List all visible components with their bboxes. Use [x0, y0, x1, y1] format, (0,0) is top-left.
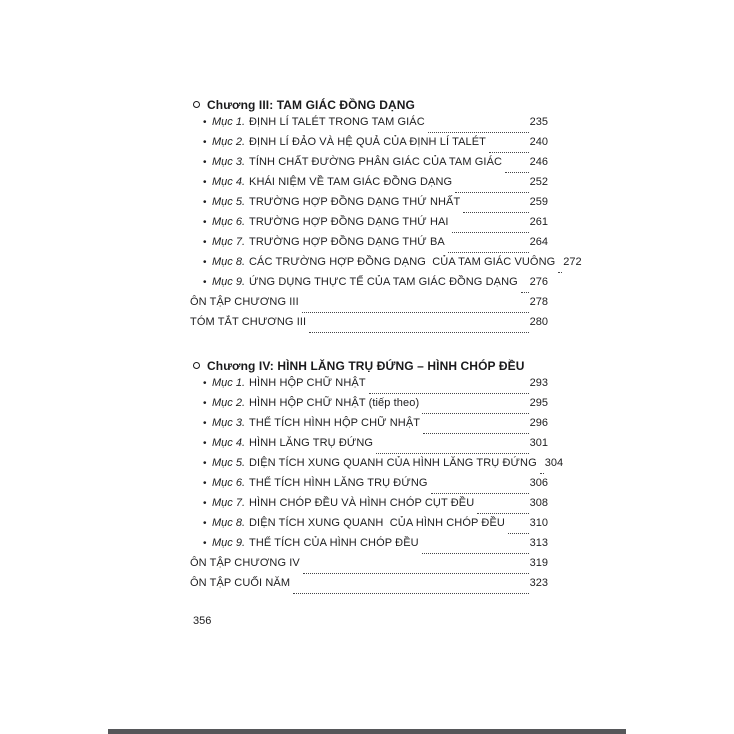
- entry-title: TÍNH CHẤT ĐƯỜNG PHÂN GIÁC CỦA TAM GIÁC: [249, 156, 503, 168]
- entry-title: ÔN TẬP CUỐI NĂM: [190, 577, 291, 589]
- toc-entry-row: [190, 397, 548, 417]
- dot-leader: [489, 136, 529, 153]
- dot-leader: [452, 216, 529, 233]
- toc-entry-row: [190, 497, 548, 517]
- toc-entry-row: [190, 256, 582, 276]
- entry-prefix: Mục 2.: [212, 397, 246, 409]
- entry-page-number: 259: [529, 196, 548, 208]
- dot-bullet-icon: •: [203, 418, 207, 429]
- dot-leader: [376, 437, 529, 454]
- dot-leader: [505, 156, 529, 173]
- toc-entry-row: [190, 537, 548, 557]
- entry-page-number: 272: [563, 256, 582, 268]
- circle-bullet-icon: [193, 362, 200, 369]
- dot-bullet-icon: •: [203, 177, 207, 188]
- entry-title: THỂ TÍCH HÌNH HỘP CHỮ NHẬT: [249, 417, 421, 429]
- entry-title: ĐỊNH LÍ TALÉT TRONG TAM GIÁC: [249, 116, 425, 128]
- toc-entry-row: [190, 276, 548, 296]
- entry-page-number: 240: [529, 136, 548, 148]
- toc-entry-row: [190, 176, 548, 196]
- dot-leader: [540, 457, 544, 474]
- entry-title: HÌNH HỘP CHỮ NHẬT (tiếp theo): [249, 397, 420, 409]
- toc-entry-row: [190, 116, 548, 136]
- toc-entry-row: [190, 517, 548, 537]
- toc-entry-row: [190, 216, 548, 236]
- dot-bullet-icon: •: [203, 538, 207, 549]
- dot-leader: [521, 276, 529, 293]
- entry-page-number: 235: [529, 116, 548, 128]
- entry-page-number: 295: [529, 397, 548, 409]
- entry-title: HÌNH HỘP CHỮ NHẬT: [249, 377, 366, 389]
- chapter-3-heading: [190, 96, 548, 113]
- entry-prefix: Mục 8.: [212, 517, 246, 529]
- entry-prefix: Mục 5.: [212, 196, 246, 208]
- entry-page-number: 319: [529, 557, 548, 569]
- entry-title: CÁC TRƯỜNG HỢP ĐỒNG DẠNG CỦA TAM GIÁC VUÔNG: [249, 256, 556, 268]
- entry-page-number: 301: [529, 437, 548, 449]
- toc-entry-row: [190, 417, 548, 437]
- entry-page-number: 306: [529, 477, 548, 489]
- dot-leader: [309, 316, 528, 333]
- chapter-4-heading: [190, 357, 548, 374]
- entry-title: TRƯỜNG HỢP ĐỒNG DẠNG THỨ HAI: [249, 216, 449, 228]
- dot-bullet-icon: •: [203, 197, 207, 208]
- dot-bullet-icon: •: [203, 117, 207, 128]
- dot-leader: [463, 196, 528, 213]
- dot-bullet-icon: •: [203, 518, 207, 529]
- dot-leader: [423, 417, 529, 434]
- dot-bullet-icon: •: [203, 498, 207, 509]
- entry-prefix: Mục 1.: [212, 377, 246, 389]
- toc-entry-row: [190, 236, 548, 256]
- dot-bullet-icon: •: [203, 478, 207, 489]
- toc-entry-row: [190, 296, 548, 316]
- toc-entry-row: [190, 156, 548, 176]
- dot-bullet-icon: •: [203, 398, 207, 409]
- entry-title: ÔN TẬP CHƯƠNG IV: [190, 557, 300, 569]
- entry-title: HÌNH LĂNG TRỤ ĐỨNG: [249, 437, 374, 449]
- chapter-3-entries: [190, 116, 582, 336]
- dot-leader: [477, 497, 528, 514]
- page-folio: 356: [193, 615, 212, 627]
- entry-prefix: Mục 9.: [212, 276, 246, 288]
- dot-leader: [303, 557, 529, 574]
- entry-page-number: 313: [529, 537, 548, 549]
- entry-page-number: 276: [529, 276, 548, 288]
- toc-entry-row: [190, 457, 564, 477]
- entry-page-number: 246: [529, 156, 548, 168]
- toc-entry-row: [190, 136, 548, 156]
- entry-page-number: 296: [529, 417, 548, 429]
- entry-prefix: Mục 4.: [212, 437, 246, 449]
- entry-prefix: Mục 4.: [212, 176, 246, 188]
- dot-bullet-icon: •: [203, 137, 207, 148]
- dot-leader: [431, 477, 529, 494]
- entry-title: TRƯỜNG HỢP ĐỒNG DẠNG THỨ BA: [249, 236, 445, 248]
- entry-prefix: Mục 1.: [212, 116, 246, 128]
- dot-leader: [508, 517, 529, 534]
- entry-prefix: Mục 8.: [212, 256, 246, 268]
- entry-page-number: 264: [529, 236, 548, 248]
- dot-leader: [448, 236, 529, 253]
- entry-page-number: 310: [529, 517, 548, 529]
- dot-bullet-icon: •: [203, 157, 207, 168]
- entry-title: ĐỊNH LÍ ĐẢO VÀ HỆ QUẢ CỦA ĐỊNH LÍ TALÉT: [249, 136, 487, 148]
- circle-bullet-icon: [193, 101, 200, 108]
- chapter-section-3: [190, 96, 582, 336]
- toc-entry-row: [190, 477, 548, 497]
- dot-bullet-icon: •: [203, 237, 207, 248]
- chapter-4-heading-label: Chương IV: HÌNH LĂNG TRỤ ĐỨNG – HÌNH CHÓP ĐỀU: [207, 358, 525, 373]
- entry-page-number: 278: [529, 296, 548, 308]
- chapter-4-entries: [190, 377, 564, 597]
- chapter-section-4: [190, 357, 564, 597]
- entry-prefix: Mục 7.: [212, 497, 246, 509]
- dot-bullet-icon: •: [203, 458, 207, 469]
- dot-bullet-icon: •: [203, 277, 207, 288]
- entry-prefix: Mục 3.: [212, 417, 246, 429]
- entry-prefix: Mục 6.: [212, 216, 246, 228]
- toc-entry-row: [190, 557, 548, 577]
- dot-leader: [422, 397, 528, 414]
- toc-entry-row: [190, 196, 548, 216]
- entry-prefix: Mục 6.: [212, 477, 246, 489]
- dot-leader: [455, 176, 528, 193]
- entry-prefix: Mục 7.: [212, 236, 246, 248]
- entry-title: TRƯỜNG HỢP ĐỒNG DẠNG THỨ NHẤT: [249, 196, 461, 208]
- chapter-3-heading-label: Chương III: TAM GIÁC ĐỒNG DẠNG: [207, 97, 415, 112]
- entry-title: THỂ TÍCH CỦA HÌNH CHÓP ĐỀU: [249, 537, 419, 549]
- entry-title: TÓM TẮT CHƯƠNG III: [190, 316, 307, 328]
- dot-leader: [369, 377, 529, 394]
- entry-prefix: Mục 9.: [212, 537, 246, 549]
- entry-title: KHÁI NIỆM VỀ TAM GIÁC ĐỒNG DẠNG: [249, 176, 453, 188]
- dot-bullet-icon: •: [203, 378, 207, 389]
- dot-bullet-icon: •: [203, 257, 207, 268]
- entry-title: HÌNH CHÓP ĐỀU VÀ HÌNH CHÓP CỤT ĐỀU: [249, 497, 475, 509]
- entry-title: ỨNG DỤNG THỰC TẾ CỦA TAM GIÁC ĐỒNG DẠNG: [249, 276, 518, 288]
- dot-bullet-icon: •: [203, 438, 207, 449]
- entry-page-number: 304: [544, 457, 564, 469]
- entry-page-number: 252: [529, 176, 548, 188]
- dot-leader: [558, 256, 562, 273]
- dot-leader: [302, 296, 529, 313]
- entry-page-number: 293: [529, 377, 548, 389]
- dot-leader: [428, 116, 529, 133]
- entry-title: ÔN TẬP CHƯƠNG III: [190, 296, 299, 308]
- dot-leader: [422, 537, 529, 554]
- dot-leader: [293, 577, 529, 594]
- entry-page-number: 261: [529, 216, 548, 228]
- entry-page-number: 323: [529, 577, 548, 589]
- entry-page-number: 280: [529, 316, 548, 328]
- book-bottom-edge: [108, 729, 626, 734]
- entry-prefix: Mục 5.: [212, 457, 246, 469]
- table-of-contents: [190, 96, 582, 597]
- entry-title: DIỆN TÍCH XUNG QUANH CỦA HÌNH LĂNG TRỤ ĐỨNG: [249, 457, 537, 469]
- entry-prefix: Mục 3.: [212, 156, 246, 168]
- toc-entry-row: [190, 316, 548, 336]
- entry-prefix: Mục 2.: [212, 136, 246, 148]
- entry-title: THỂ TÍCH HÌNH LĂNG TRỤ ĐỨNG: [249, 477, 428, 489]
- entry-page-number: 308: [529, 497, 548, 509]
- toc-entry-row: [190, 577, 548, 597]
- toc-entry-row: [190, 377, 548, 397]
- dot-bullet-icon: •: [203, 217, 207, 228]
- entry-title: DIỆN TÍCH XUNG QUANH CỦA HÌNH CHÓP ĐỀU: [249, 517, 505, 529]
- toc-entry-row: [190, 437, 548, 457]
